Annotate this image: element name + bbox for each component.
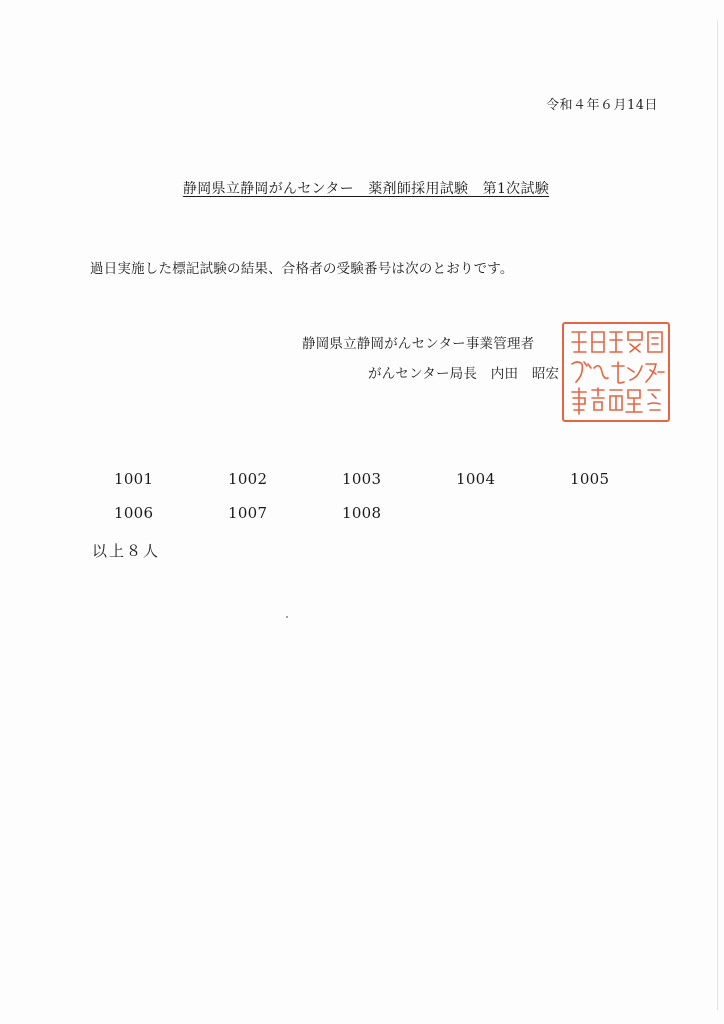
passing-number: 1006 <box>114 504 154 522</box>
passing-number: 1002 <box>228 470 268 488</box>
document-title <box>0 178 724 198</box>
passing-number: 1005 <box>570 470 610 488</box>
total-count: 以上８人 <box>92 542 161 560</box>
passing-number: 1001 <box>114 470 154 488</box>
issuer-organization: 静岡県立静岡がんセンター事業管理者 <box>302 336 535 352</box>
intro-text: 過日実施した標記試験の結果、合格者の受験番号は次のとおりです。 <box>90 261 514 277</box>
issuer-name: がんセンター局長 内田 昭宏 <box>368 366 560 382</box>
passing-number: 1004 <box>456 470 496 488</box>
passing-number: 1003 <box>342 470 382 488</box>
document-title-text: 静岡県立静岡がんセンター 薬剤師採用試験 第1次試験 <box>182 181 550 197</box>
seal-graphic <box>564 324 668 420</box>
passing-number-list <box>114 470 684 521</box>
scan-edge-line <box>717 20 718 1010</box>
official-seal <box>562 322 670 422</box>
document-date: 令和４年６月14日 <box>545 98 658 113</box>
passing-number: 1008 <box>342 504 382 522</box>
scan-speck <box>286 616 288 618</box>
passing-number: 1007 <box>228 504 268 522</box>
